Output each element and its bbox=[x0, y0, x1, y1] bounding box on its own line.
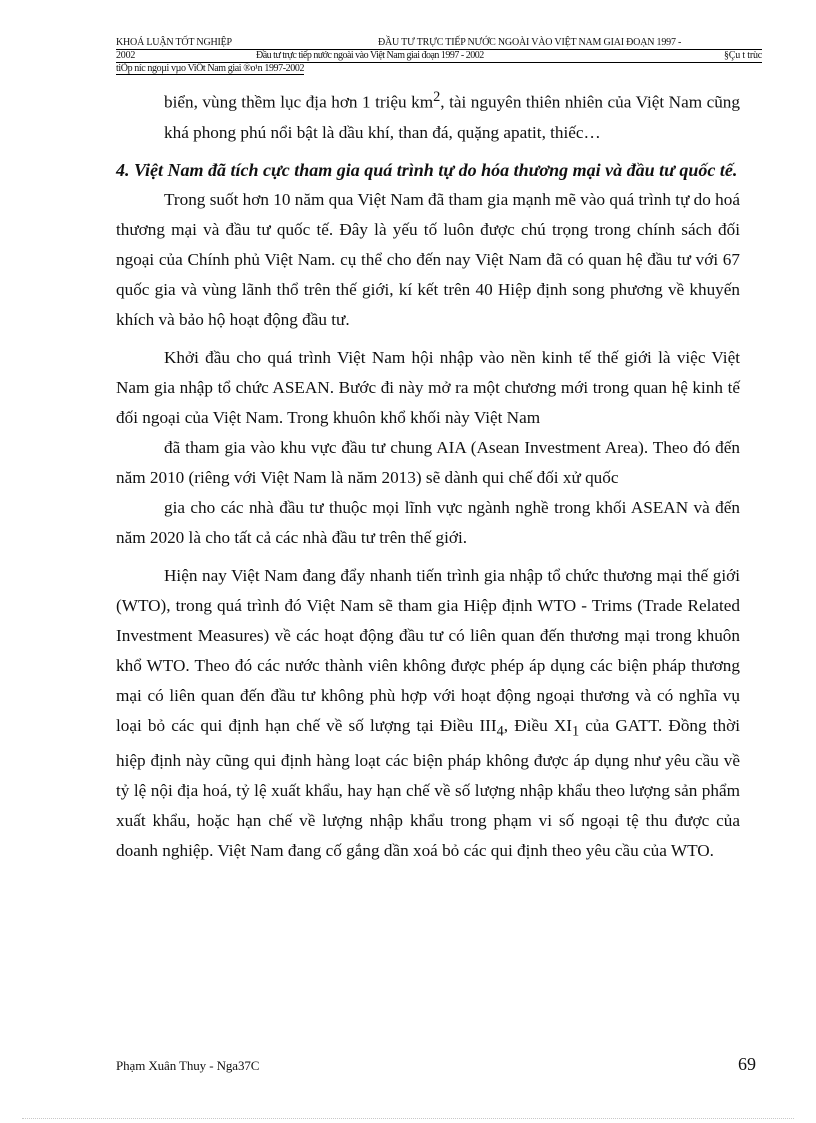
header-garbled-title-end: tiÕp níc ngoµi vµo ViÖt Nam giai ®o¹n 1997-2002 bbox=[116, 63, 305, 74]
paragraph-intro-text: biển, vùng thềm lục địa hơn 1 triệu km bbox=[164, 92, 434, 112]
header-thesis-label: KHOÁ LUẬN TỐT NGHIỆP bbox=[116, 37, 232, 48]
paragraph-wto-text-end: của GATT. Đồng thời hiệp định này cũng qui định hàng loạt các biện pháp không được áp dụng như yêu cầu về tỷ lệ nội địa hoá, tỷ lệ xuất khẩu, hay hạn chế về số lượng nhập khẩu theo lượng sản phẩm xuất khẩu, hoặc hạn chế về lượng nhập khẩu trong phạm vi số ngoại tệ thu được của doanh nghiệp. Việt Nam đang cố gắng dần xoá bỏ các qui định theo yêu cầu của WTO. bbox=[116, 715, 741, 861]
header-year: 2002 bbox=[116, 50, 136, 61]
paragraph-intro bbox=[116, 82, 740, 148]
header-garbled-title-start: §Çu t trùc bbox=[724, 50, 762, 61]
subscript: 1 bbox=[571, 723, 580, 740]
page-bottom-divider bbox=[22, 1118, 794, 1119]
paragraph-wto bbox=[116, 561, 740, 866]
header-thesis-title: ĐẦU TƯ TRỰC TIẾP NƯỚC NGOÀI VÀO VIỆT NAM GIAI ĐOẠN 1997 - bbox=[378, 37, 682, 48]
paragraph-intro-text-cont: , tài nguyên thiên nhiên của Việt Nam cũng khá phong phú nổi bật là dầu khí, than đá, quặng apatit, thiếc… bbox=[164, 92, 740, 142]
header-top-line bbox=[116, 37, 762, 50]
page-body bbox=[116, 82, 740, 866]
header-second-line bbox=[116, 50, 762, 63]
paragraph: Khởi đầu cho quá trình Việt Nam hội nhập vào nền kinh tế thế giới là việc Việt Nam gia nhập tổ chức ASEAN. Bước đi này mở ra một chương mới trong quan hệ kinh tế đối ngoại của Việt Nam. Trong khuôn khổ khối này Việt Nam bbox=[116, 347, 740, 427]
section-heading: 4. Việt Nam đã tích cực tham gia quá trình tự do hóa thương mại và đầu tư quốc tế. bbox=[116, 159, 738, 180]
subscript: 4 bbox=[496, 723, 504, 740]
header-third-line bbox=[116, 63, 762, 75]
paragraph-wto-text: Hiện nay Việt Nam đang đẩy nhanh tiến trình gia nhập tổ chức thương mại thế giới (WTO), trong quá trình đó Việt Nam sẽ tham gia Hiệp định WTO - Trims (Trade Related Investment Measures) về các hoạt động đầu tư có liên quan đến thương mại trong khuôn khổ WTO. Theo đó các nước thành viên không được phép áp dụng các biện pháp thương mại có liên quan đến đầu tư không phù hợp với hoạt động ngoại thương và có nghĩa vụ loại bỏ các qui định hạn chế về số lượng tại Điều III bbox=[116, 565, 740, 735]
paragraph: Trong suốt hơn 10 năm qua Việt Nam đã tham gia mạnh mẽ vào quá trình tự do hoá thương mại và đầu tư quốc tế. Đây là yếu tố luôn được chú trọng trong chính sách đối ngoại của Chính phủ Việt Nam. cụ thể cho đến nay Việt Nam đã có quan hệ đầu tư với 67 quốc gia và vùng lãnh thổ trên thế giới, kí kết trên 40 Hiệp định song phương về khuyến khích và bảo hộ hoạt động đầu tư. bbox=[116, 189, 740, 329]
page-header bbox=[116, 37, 762, 75]
paragraph: đã tham gia vào khu vực đầu tư chung AIA (Asean Investment Area). Theo đó đến năm 2010 (riêng với Việt Nam là năm 2013) sẽ dành qui chế đối xử quốc bbox=[116, 437, 740, 487]
footer-author: Phạm Xuân Thuy - Nga37C bbox=[116, 1058, 260, 1073]
paragraph: gia cho các nhà đầu tư thuộc mọi lĩnh vực ngành nghề trong khối ASEAN và đến năm 2020 là cho tất cả các nhà đầu tư trên thế giới. bbox=[116, 497, 740, 547]
header-subtitle: Đầu tư trực tiếp nước ngoài vào Việt Nam giai đoạn 1997 - 2002 bbox=[256, 50, 484, 61]
page-number: 69 bbox=[738, 1054, 756, 1074]
superscript: 2 bbox=[433, 89, 441, 105]
paragraph-wto-text-cont: , Điều XI bbox=[503, 715, 572, 735]
